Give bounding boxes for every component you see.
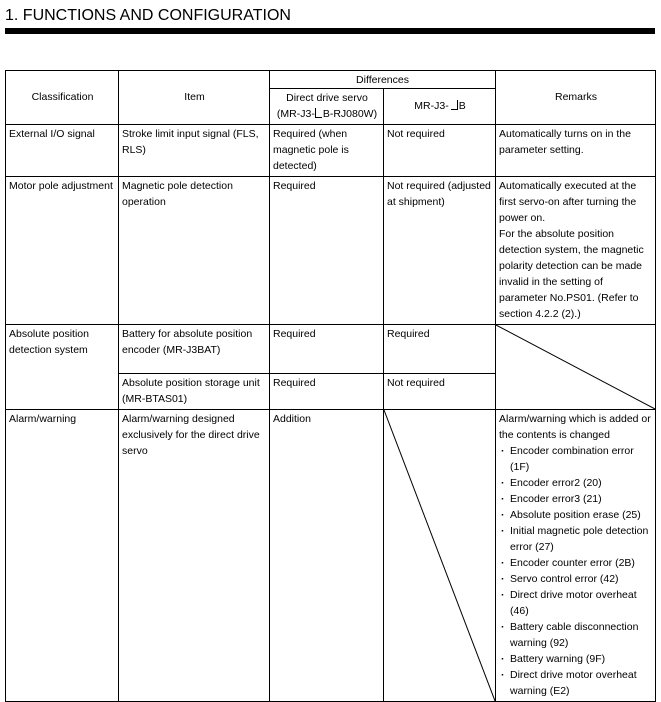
cell-classification: Motor pole adjustment xyxy=(6,177,119,325)
placeholder-bracket xyxy=(451,100,458,110)
cell-mrj3: Not required xyxy=(384,125,496,177)
list-item: · Battery cable disconnection warning (92) xyxy=(499,619,653,651)
page-title: 1. FUNCTIONS AND CONFIGURATION xyxy=(5,7,291,24)
functions-table xyxy=(5,70,656,702)
header-mrj3-pre: MR-J3- xyxy=(414,100,449,112)
header-direct-drive-line1: Direct drive servo xyxy=(286,92,368,104)
header-classification: Classification xyxy=(6,71,119,125)
cell-remarks: Automatically turns on in the parameter setting. xyxy=(496,125,656,177)
cell-classification: Alarm/warning xyxy=(6,410,119,702)
list-item: · Battery warning (9F) xyxy=(499,651,653,667)
cell-item: Battery for absolute position encoder (MR-J3BAT) xyxy=(119,325,270,374)
header-item: Item xyxy=(119,71,270,125)
list-item: · Initial magnetic pole detection error (27) xyxy=(499,523,653,555)
table-row xyxy=(6,325,656,374)
list-item: · Encoder combination error (1F) xyxy=(499,443,653,475)
cell-remarks: Automatically executed at the first servo-on after turning the power on. For the absolute position detection system, the magnetic polarity detection can be made invalid in the setting of parameter No.PS01. (Refer to section 4.2.2 (2).) xyxy=(496,177,656,325)
header-direct-drive xyxy=(270,89,384,125)
cell-direct-drive: Required xyxy=(270,374,384,410)
cell-item: Stroke limit input signal (FLS, RLS) xyxy=(119,125,270,177)
header-mrj3 xyxy=(384,89,496,125)
list-item: · Encoder error2 (20) xyxy=(499,475,653,491)
cell-direct-drive: Required xyxy=(270,325,384,374)
header-direct-drive-line2-post: B-RJ080W) xyxy=(322,108,378,120)
header-differences: Differences xyxy=(270,71,496,89)
table-row xyxy=(6,125,656,177)
cell-mrj3-empty xyxy=(384,410,496,702)
cell-remarks xyxy=(496,410,656,702)
table-row xyxy=(6,177,656,325)
header-remarks: Remarks xyxy=(496,71,656,125)
header-direct-drive-line2-pre: (MR-J3- xyxy=(276,108,315,120)
cell-mrj3: Required xyxy=(384,325,496,374)
cell-direct-drive: Required (when magnetic pole is detected) xyxy=(270,125,384,177)
cell-direct-drive: Required xyxy=(270,177,384,325)
list-item: · Absolute position erase (25) xyxy=(499,507,653,523)
cell-item: Magnetic pole detection operation xyxy=(119,177,270,325)
cell-item: Absolute position storage unit (MR-BTAS01) xyxy=(119,374,270,410)
cell-mrj3: Not required (adjusted at shipment) xyxy=(384,177,496,325)
diagonal-line xyxy=(496,325,655,409)
header-row-1 xyxy=(6,71,656,89)
list-item: · Direct drive motor overheat (46) xyxy=(499,587,653,619)
list-item: · Encoder counter error (2B) xyxy=(499,555,653,571)
cell-direct-drive: Addition xyxy=(270,410,384,702)
table-row xyxy=(6,410,656,702)
cell-remarks-empty xyxy=(496,325,656,410)
list-item: · Encoder error3 (21) xyxy=(499,491,653,507)
list-item: · Direct drive motor overheat warning (E2) xyxy=(499,667,653,699)
title-rule xyxy=(5,28,655,34)
cell-item: Alarm/warning designed exclusively for the direct drive servo xyxy=(119,410,270,702)
diagonal-line xyxy=(384,410,495,701)
alarm-list xyxy=(499,443,653,699)
list-item: · Servo control error (42) xyxy=(499,571,653,587)
cell-classification: Absolute position detection system xyxy=(6,325,119,410)
remarks-intro: Alarm/warning which is added or the contents is changed xyxy=(499,413,651,441)
placeholder-bracket xyxy=(315,108,322,118)
cell-mrj3: Not required xyxy=(384,374,496,410)
header-mrj3-post: B xyxy=(458,100,466,112)
cell-classification: External I/O signal xyxy=(6,125,119,177)
